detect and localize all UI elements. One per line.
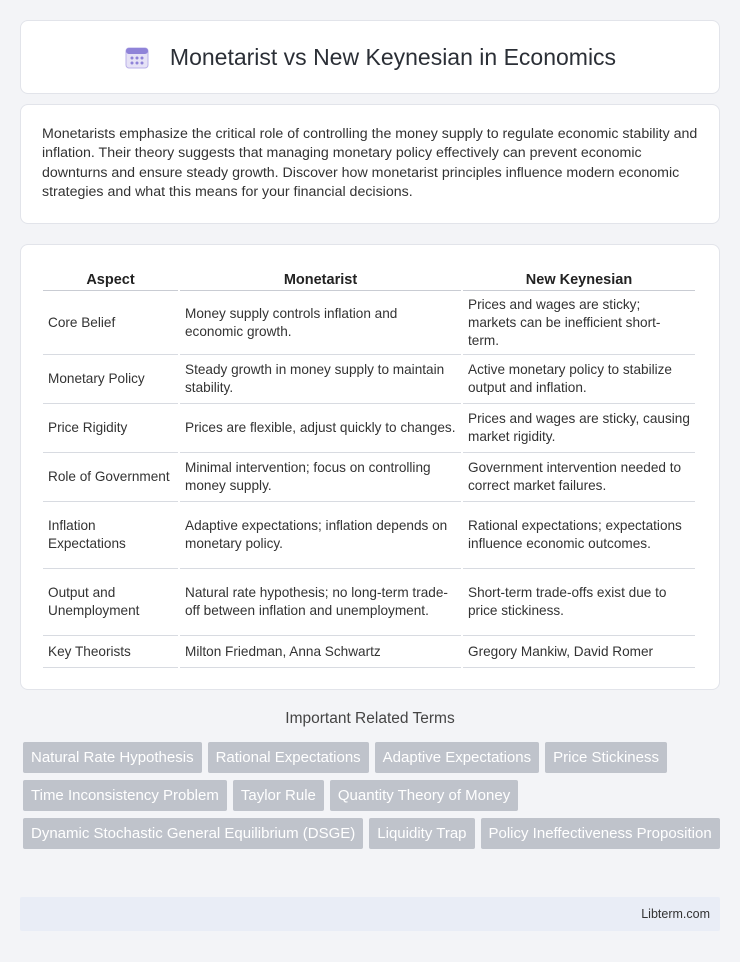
aspect-cell: Inflation Expectations [43, 502, 178, 569]
term-tag[interactable]: Natural Rate Hypothesis [23, 742, 202, 773]
monetarist-cell: Adaptive expectations; inflation depends on monetary policy. [180, 502, 461, 569]
aspect-cell: Monetary Policy [43, 355, 178, 404]
monetarist-cell: Prices are flexible, adjust quickly to changes. [180, 404, 461, 453]
calendar-icon [124, 44, 150, 70]
monetarist-cell: Natural rate hypothesis; no long-term trade-off between inflation and unemployment. [180, 569, 461, 636]
intro-text: Monetarists emphasize the critical role of controlling the money supply to regulate economic stability and inflation. Their theory suggests that managing monetary policy effectively can prevent economic downturns and ensure steady growth. Discover how monetarist principles influence modern economic strategies and what this means for your financial decisions. [42, 126, 698, 200]
term-tag[interactable]: Policy Ineffectiveness Proposition [481, 818, 720, 849]
footer-brand-link[interactable]: Libterm.com [641, 907, 710, 921]
table-header-row [43, 265, 695, 291]
table-row [43, 404, 695, 453]
aspect-cell: Output and Unemployment [43, 569, 178, 636]
related-terms-heading: Important Related Terms [285, 710, 455, 727]
table-row [43, 291, 695, 355]
keynesian-cell: Active monetary policy to stabilize output and inflation. [463, 355, 695, 404]
term-tag[interactable]: Liquidity Trap [369, 818, 474, 849]
comparison-table-card [20, 244, 720, 690]
keynesian-cell: Short-term trade-offs exist due to price stickiness. [463, 569, 695, 636]
table-row [43, 569, 695, 636]
table-row [43, 636, 695, 668]
related-terms-list [23, 742, 723, 849]
intro-card [20, 104, 720, 224]
table-row [43, 502, 695, 569]
title-card [20, 20, 720, 94]
term-tag[interactable]: Rational Expectations [208, 742, 369, 773]
term-tag[interactable]: Taylor Rule [233, 780, 324, 811]
monetarist-cell: Steady growth in money supply to maintain stability. [180, 355, 461, 404]
aspect-cell: Key Theorists [43, 636, 178, 668]
aspect-cell: Core Belief [43, 291, 178, 355]
keynesian-cell: Gregory Mankiw, David Romer [463, 636, 695, 668]
header-aspect: Aspect [43, 265, 178, 291]
term-tag[interactable]: Adaptive Expectations [375, 742, 539, 773]
header-new-keynesian: New Keynesian [463, 265, 695, 291]
comparison-table [41, 265, 697, 668]
table-row [43, 453, 695, 502]
aspect-cell: Role of Government [43, 453, 178, 502]
aspect-cell: Price Rigidity [43, 404, 178, 453]
keynesian-cell: Government intervention needed to correct market failures. [463, 453, 695, 502]
monetarist-cell: Minimal intervention; focus on controlling money supply. [180, 453, 461, 502]
page-title: Monetarist vs New Keynesian in Economics [169, 43, 617, 70]
monetarist-cell: Money supply controls inflation and economic growth. [180, 291, 461, 355]
keynesian-cell: Prices and wages are sticky; markets can be inefficient short-term. [463, 291, 695, 355]
footer [20, 897, 720, 931]
term-tag[interactable]: Quantity Theory of Money [330, 780, 518, 811]
keynesian-cell: Prices and wages are sticky, causing market rigidity. [463, 404, 695, 453]
keynesian-cell: Rational expectations; expectations influence economic outcomes. [463, 502, 695, 569]
table-row [43, 355, 695, 404]
term-tag[interactable]: Dynamic Stochastic General Equilibrium (DSGE) [23, 818, 363, 849]
monetarist-cell: Milton Friedman, Anna Schwartz [180, 636, 461, 668]
term-tag[interactable]: Time Inconsistency Problem [23, 780, 227, 811]
term-tag[interactable]: Price Stickiness [545, 742, 667, 773]
header-monetarist: Monetarist [180, 265, 461, 291]
